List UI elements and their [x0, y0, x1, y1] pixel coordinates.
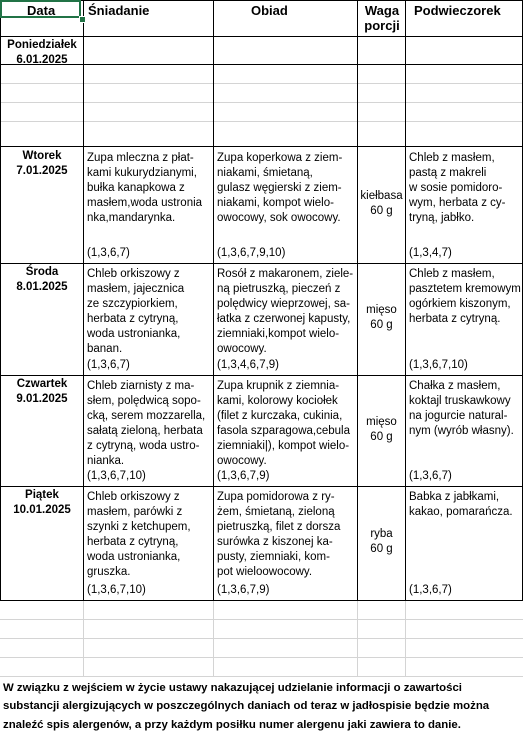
- row-border: [0, 375, 523, 376]
- breakfast-line: gruszka.: [87, 566, 131, 579]
- day-name: Piątek: [25, 489, 59, 501]
- lunch-line: (filet z kurczaka, cukinia,: [217, 410, 343, 423]
- breakfast-cell: [87, 267, 184, 358]
- portion-line: 60 g: [370, 319, 393, 332]
- lunch-line: gulasz węgierski z ziem-: [217, 182, 342, 195]
- allergen-note: [3, 679, 489, 734]
- breakfast-line: herbata z cytryną,: [87, 313, 179, 326]
- breakfast-line: Chleb orkiszowy z: [87, 491, 180, 503]
- lunch-cell: [217, 379, 350, 470]
- lunch-line: pusty, ziemniaki, kom-: [217, 551, 330, 564]
- row-border: [0, 146, 523, 147]
- day-date: 9.01.2025: [16, 393, 68, 406]
- lunch-line: łatka z czerwonej kapusty,: [217, 313, 351, 326]
- header-portion: [361, 3, 403, 33]
- lunch-allergens: (1,3,4,6,7,9): [217, 359, 280, 371]
- snack-line: koktajl truskawkowy: [409, 395, 511, 408]
- snack-line: na jogurcie natural-: [409, 410, 508, 423]
- lunch-line: Zupa pomidorowa z ry-: [217, 491, 335, 503]
- column-border: [405, 0, 406, 600]
- snack-line: ogórkiem kiszonym,: [409, 298, 511, 311]
- breakfast-cell: [87, 490, 191, 581]
- lunch-cell: [217, 267, 353, 358]
- snack-line: Chleb z masłem,: [409, 152, 495, 164]
- day-name: Czwartek: [16, 378, 68, 390]
- snack-allergens: (1,3,4,7): [409, 247, 452, 259]
- snack-line: wym, herbata z cy-: [409, 197, 506, 210]
- lunch-line: pot wieloowocowy.: [217, 566, 313, 579]
- snack-line: nym (wyrób własny).: [409, 425, 514, 438]
- lunch-cell: [217, 151, 342, 226]
- header-snack: Podwieczorek: [414, 3, 501, 18]
- header-lunch: Obiad: [251, 3, 288, 18]
- note-line: W związku z wejściem w życie ustawy nakazującej udzielanie informacji o zawartości: [3, 682, 462, 694]
- gridline: [0, 102, 523, 103]
- portion-line: 60 g: [370, 431, 393, 444]
- snack-line: tryną, jabłko.: [409, 212, 475, 225]
- snack-allergens: (1,3,6,7): [409, 584, 452, 596]
- lunch-line: Rosół z makaronem, ziele-: [217, 268, 354, 280]
- breakfast-line: sałatą zieloną, herbata: [87, 425, 203, 438]
- day-name: Poniedziałek: [7, 39, 77, 51]
- day-label: [1, 488, 83, 519]
- day-date: 6.01.2025: [16, 54, 68, 67]
- portion-line: mięso: [366, 304, 397, 316]
- breakfast-line: woda ustronianka,: [87, 328, 181, 341]
- day-label: [1, 265, 83, 296]
- row-border: [0, 486, 523, 487]
- lunch-line: niakami, śmietaną,: [217, 167, 313, 180]
- breakfast-line: masłem, jajecznica: [87, 283, 185, 296]
- fill-handle[interactable]: [79, 16, 86, 23]
- breakfast-allergens: (1,3,6,7,10): [87, 584, 146, 596]
- lunch-line: polędwicy wieprzowej, sa-: [217, 298, 350, 311]
- lunch-line: ziemniaki,kompot wielo-: [217, 328, 340, 341]
- lunch-line: ną pietruszką, pieczeń z: [217, 283, 341, 296]
- portion-cell: [358, 415, 405, 445]
- snack-line: Chałka z masłem,: [409, 380, 501, 392]
- day-name: Wtorek: [22, 150, 62, 162]
- breakfast-line: szynki z ketchupem,: [87, 521, 191, 534]
- breakfast-line: bułka kanapkowa z: [87, 182, 185, 195]
- lunch-allergens: (1,3,6,7,9,10): [217, 247, 286, 259]
- day-label: [1, 38, 83, 69]
- portion-line: 60 g: [370, 543, 393, 556]
- day-label: [1, 149, 83, 180]
- gridline: [83, 600, 84, 676]
- column-border: [357, 0, 358, 600]
- day-date: 10.01.2025: [13, 504, 71, 517]
- lunch-line: fasola szparagowa,cebula: [217, 425, 350, 438]
- snack-cell: [409, 379, 514, 439]
- lunch-line: owocowy.: [217, 455, 267, 468]
- breakfast-allergens: (1,3,6,7): [87, 359, 130, 371]
- day-date: 7.01.2025: [16, 165, 68, 178]
- snack-allergens: (1,3,6,7,10): [409, 359, 468, 371]
- lunch-allergens: (1,3,6,7,9): [217, 584, 270, 596]
- breakfast-line: nka,mandarynka.: [87, 212, 176, 225]
- lunch-line: ziemniaki|), kompot wielo-: [217, 440, 350, 453]
- snack-line: pasztetem kremowym: [409, 283, 521, 296]
- snack-line: w sosie pomidoro-: [409, 182, 503, 195]
- column-border: [213, 0, 214, 600]
- breakfast-line: herbata z cytryną,: [87, 536, 179, 549]
- breakfast-line: nianka.: [87, 455, 125, 468]
- day-date: 8.01.2025: [16, 281, 68, 294]
- breakfast-cell: [87, 379, 205, 470]
- gridline: [0, 121, 523, 122]
- portion-cell: [358, 527, 405, 557]
- gridline: [0, 657, 523, 658]
- snack-cell: [409, 151, 506, 226]
- note-line: znaleźć spis alergenów, a przy każdym posiłku numer alergenu jaki zawiera to danie.: [3, 718, 461, 731]
- day-label: [1, 377, 83, 408]
- breakfast-line: kami kukurydzianymi,: [87, 167, 197, 180]
- snack-line: Chleb z masłem,: [409, 268, 495, 280]
- portion-line: kiełbasa: [360, 190, 403, 202]
- gridline: [0, 83, 523, 84]
- snack-line: Babka z jabłkami,: [409, 491, 500, 503]
- breakfast-line: Chleb ziarnisty z ma-: [87, 380, 195, 392]
- column-border: [83, 0, 84, 600]
- gridline: [213, 600, 214, 676]
- lunch-line: niakami, kompot wielo-: [217, 197, 334, 210]
- lunch-line: pietruszką, filet z dorsza: [217, 521, 341, 534]
- gridline: [0, 638, 523, 639]
- breakfast-line: z cytryną, woda ustro-: [87, 440, 200, 453]
- breakfast-line: masłem, parówki z: [87, 506, 183, 519]
- snack-allergens: (1,3,6,7): [409, 470, 452, 482]
- gridline: [0, 676, 523, 677]
- breakfast-line: ze szczypiorkiem,: [87, 298, 178, 311]
- gridline: [405, 600, 406, 676]
- lunch-cell: [217, 490, 340, 581]
- snack-cell: [409, 267, 521, 327]
- breakfast-line: cką, serem mozzarella,: [87, 410, 206, 423]
- row-border: [0, 600, 523, 601]
- gridline: [357, 600, 358, 676]
- note-line: substancji alergizujących w poszczególnych daniach od teraz w jadłospisie będzie można: [3, 700, 490, 713]
- portion-line: ryba: [370, 528, 393, 540]
- snack-line: herbata z cytryną.: [409, 313, 501, 326]
- row-border: [0, 263, 523, 264]
- header-breakfast: Śniadanie: [88, 3, 150, 18]
- snack-cell: [409, 490, 513, 520]
- selected-cell[interactable]: [0, 0, 81, 18]
- lunch-line: owocowy.: [217, 343, 267, 356]
- breakfast-line: Zupa mleczna z płat-: [87, 152, 194, 164]
- breakfast-line: masłem,woda ustronia: [87, 197, 203, 210]
- breakfast-line: Chleb orkiszowy z: [87, 268, 180, 280]
- lunch-line: kami, kolorowy kociołek: [217, 395, 338, 408]
- portion-cell: [358, 189, 405, 219]
- snack-line: pastą z makreli: [409, 167, 487, 180]
- row-border: [0, 36, 523, 37]
- lunch-allergens: (1,3,6,7,9): [217, 470, 270, 482]
- gridline: [0, 619, 523, 620]
- header-portion-line2: porcji: [364, 18, 400, 33]
- breakfast-allergens: (1,3,6,7,10): [87, 470, 146, 482]
- breakfast-allergens: (1,3,6,7): [87, 247, 130, 259]
- portion-line: mięso: [366, 416, 397, 428]
- lunch-line: owocowy, sok owocowy.: [217, 212, 341, 225]
- breakfast-line: banan.: [87, 343, 123, 356]
- snack-line: kakao, pomarańcza.: [409, 506, 513, 519]
- header-portion-line1: Waga: [364, 3, 400, 18]
- lunch-line: Zupa krupnik z ziemnia-: [217, 380, 340, 392]
- lunch-line: surówka z kiszonej ka-: [217, 536, 333, 549]
- breakfast-line: woda ustronianka,: [87, 551, 181, 564]
- portion-cell: [358, 303, 405, 333]
- breakfast-line: słem, polędwicą sopo-: [87, 395, 201, 408]
- breakfast-cell: [87, 151, 202, 226]
- header-date: Data: [27, 3, 56, 18]
- lunch-line: Zupa koperkowa z ziem-: [217, 152, 343, 164]
- day-name: Środa: [25, 266, 59, 278]
- lunch-line: żem, śmietaną, zieloną: [217, 506, 335, 519]
- portion-line: 60 g: [370, 205, 393, 218]
